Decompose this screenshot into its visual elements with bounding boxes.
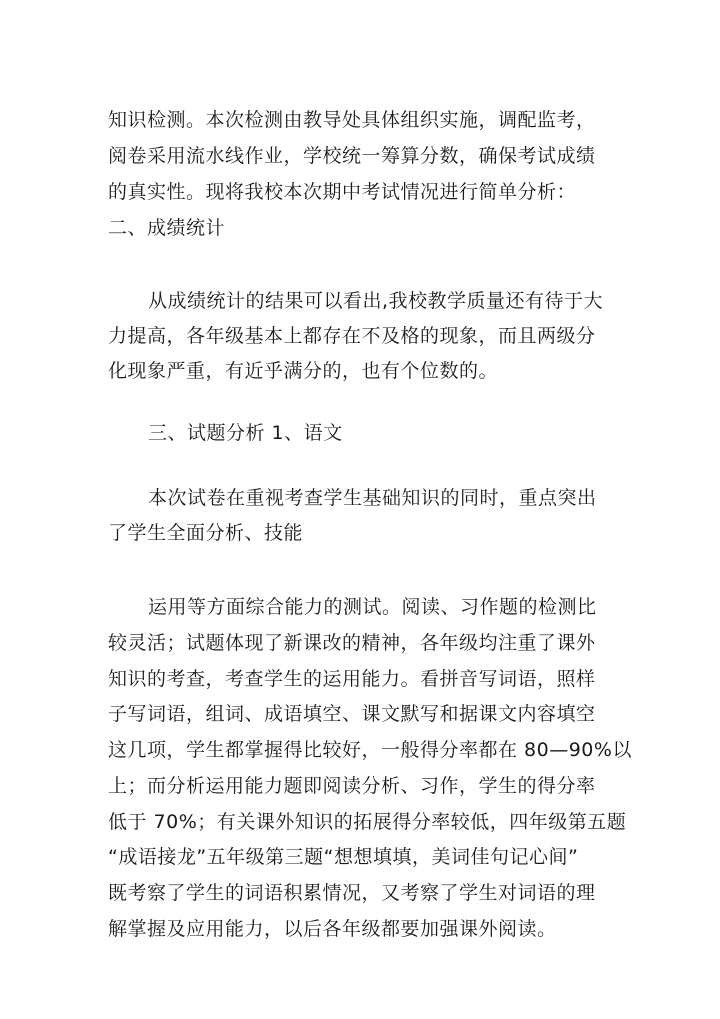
section-heading-stats: 二、成绩统计 (108, 217, 226, 239)
intro-line-3: 的真实性。现将我校本次期中考试情况进行简单分析： (108, 181, 577, 203)
section-heading-analysis: 三、试题分析 1、语文 (148, 422, 343, 444)
analysis-b-line-5: 这几项，学生都掌握得比较好，一般得分率都在 80—90%以 (108, 739, 632, 761)
analysis-b-line-2: 较灵活；试题体现了新课改的精神，各年级均注重了课外 (108, 632, 596, 654)
analysis-b-line-3: 知识的考查，考查学生的运用能力。看拼音写词语，照样 (108, 668, 596, 690)
analysis-b-line-6: 上；而分析运用能力题即阅读分析、习作，学生的得分率 (108, 775, 596, 797)
stats-line-2: 力提高，各年级基本上都存在不及格的现象，而且两级分 (108, 325, 596, 347)
analysis-b-line-10: 解掌握及应用能力，以后各年级都要加强课外阅读。 (108, 918, 557, 940)
analysis-b-line-7: 低于 70%；有关课外知识的拓展得分率较低，四年级第五题 (108, 811, 627, 833)
analysis-a-line-1: 本次试卷在重视考查学生基础知识的同时，重点突出 (148, 487, 597, 509)
analysis-b-line-9: 既考察了学生的词语积累情况，又考察了学生对词语的理 (108, 882, 596, 904)
analysis-a-line-2: 了学生全面分析、技能 (108, 522, 304, 544)
analysis-b-line-1: 运用等方面综合能力的测试。阅读、习作题的检测比 (148, 596, 597, 618)
analysis-b-line-4: 子写词语，组词、成语填空、课文默写和据课文内容填空 (108, 703, 596, 725)
intro-line-1: 知识检测。本次检测由教导处具体组织实施，调配监考， (108, 109, 596, 131)
stats-line-1: 从成绩统计的结果可以看出,我校教学质量还有待于大 (148, 290, 604, 312)
intro-line-2: 阅卷采用流水线作业，学校统一筹算分数，确保考试成绩 (108, 145, 596, 167)
stats-line-3: 化现象严重，有近乎满分的，也有个位数的。 (108, 360, 499, 382)
analysis-b-line-8: “成语接龙”五年级第三题“想想填填，美词佳句记心间” (108, 846, 579, 868)
